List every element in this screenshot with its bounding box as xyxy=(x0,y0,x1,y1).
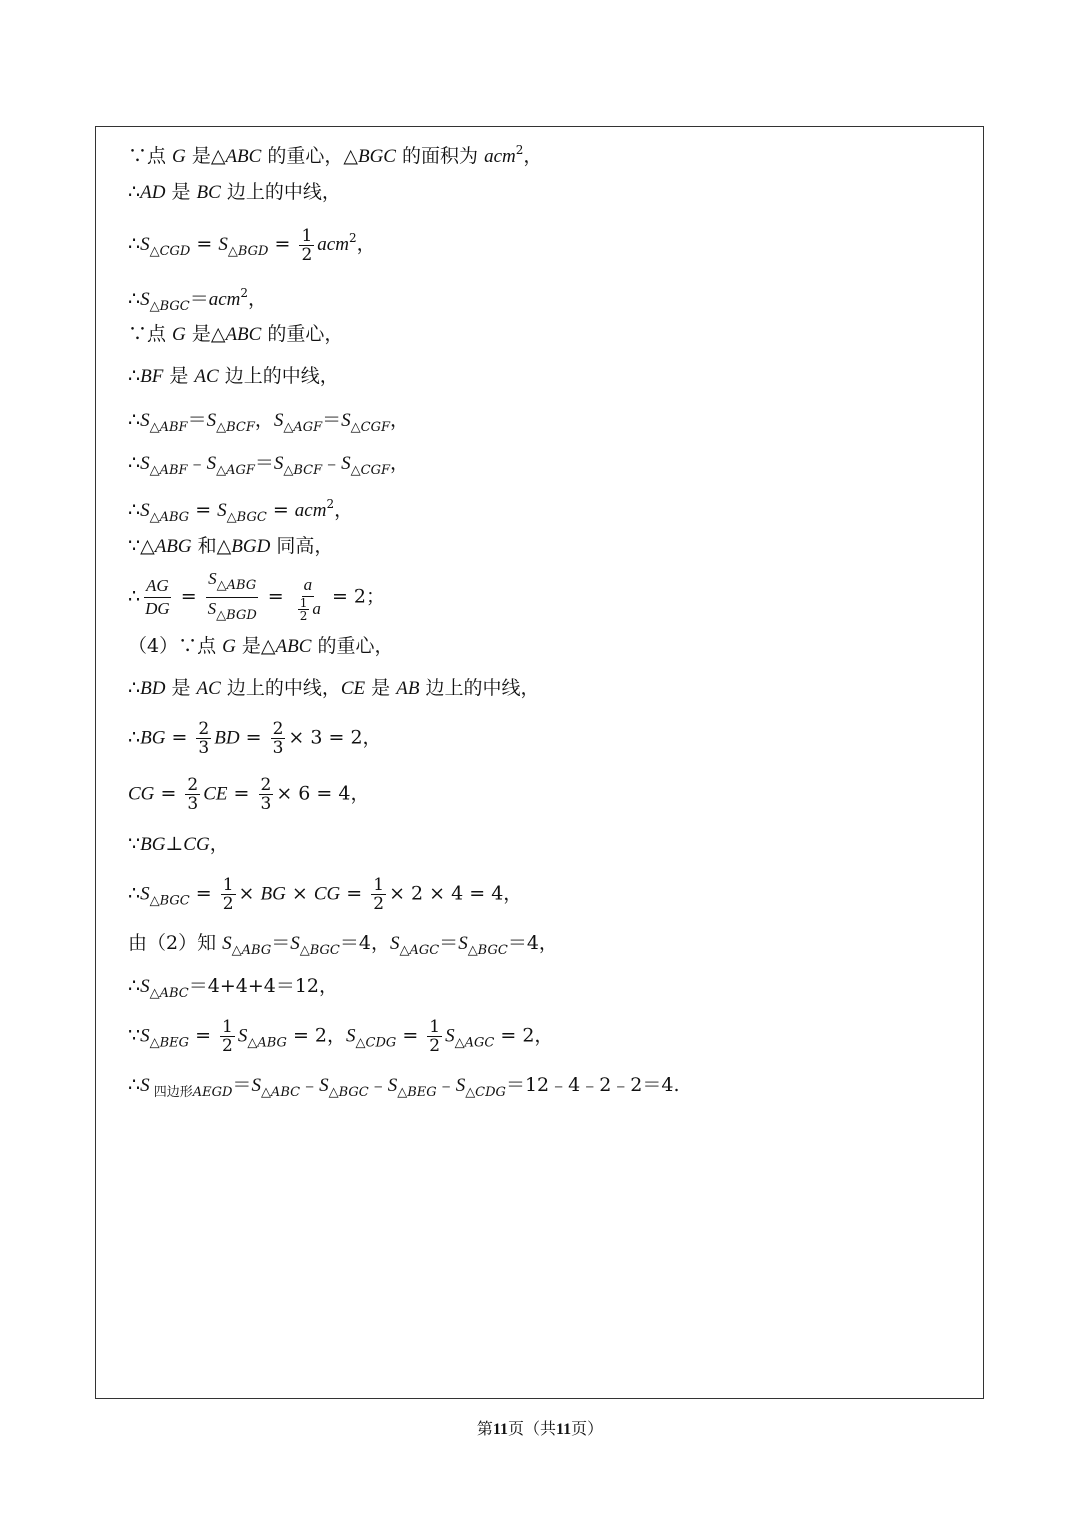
solution-line-18: 由（2）知 $S_{\triangle ABG}=S_{\triangle BGC}=4$，$S_{\triangle AGC}=S_{\triangle BGC}=4$， xyxy=(128,932,558,958)
solution-line-2: ∴AD 是 BC 边上的中线， xyxy=(128,181,341,203)
solution-line-3: $\therefore S_{\triangle CGD} = S_{\triangle BGD}$ = $\frac{1}{2}$ acm$^2$， xyxy=(128,225,376,265)
solution-line-1: ∵点 G 是△ABC 的重心，△BGC 的面积为 acm$^2$， xyxy=(128,143,543,167)
fraction-half: $\frac{1}{2}$ xyxy=(429,1017,441,1056)
solution-line-13: ∴BD 是 AC 边上的中线，CE 是 AB 边上的中线， xyxy=(128,677,540,699)
solution-line-11: ∴ $\frac{AG}{DG}$ = $\frac{S_{\triangle ABG}}{S_{\triangle BGD}}$ = a $\frac{1}{2}$ a = 2； xyxy=(128,568,385,627)
solution-line-16: ∵BG⊥CG， xyxy=(128,833,229,855)
fraction-half: $\frac{1}{2}$ xyxy=(301,225,313,265)
footer-suffix: 页） xyxy=(571,1419,604,1438)
footer-middle: 页（共 xyxy=(507,1419,556,1438)
solution-line-20: $\because S_{\triangle BEG}$ = $\frac{1}{2}$ $S_{\triangle ABG} = 2$，$S_{\triangle CDG}$ = $\frac{1}{2}$ $S_{\triangle AGC} = 2$， xyxy=(128,1017,554,1056)
fraction-half: $\frac{1}{2}$ xyxy=(373,875,385,914)
solution-line-5: ∵点 G 是△ABC 的重心， xyxy=(128,323,344,345)
fraction-half: $\frac{1}{2}$ xyxy=(222,1017,233,1056)
solution-line-7: $\therefore S_{\triangle ABF}=S_{\triangle BCF}$，$S_{\triangle AGF}=S_{\triangle CGF}$， xyxy=(128,409,410,435)
solution-line-14: ∴BG = $\frac{2}{3}$ BD = $\frac{2}{3}$ × 3 = 2， xyxy=(128,719,382,758)
solution-line-6: ∴BF 是 AC 边上的中线， xyxy=(128,365,339,387)
fraction-two-thirds: $\frac{2}{3}$ xyxy=(260,775,272,814)
solution-line-19: $\therefore S_{\triangle ABC}=4+4+4=12$， xyxy=(128,975,339,1001)
solution-line-17: $\therefore S_{\triangle BGC}$ = $\frac{1}{2}$ × BG × CG = $\frac{1}{2}$ × 2 × 4 = 4， xyxy=(128,875,523,914)
page-footer xyxy=(0,1416,1080,1439)
solution-line-10: ∵△ABG 和△BGD 同高， xyxy=(128,535,334,557)
fraction-area-ratio: $\frac{S_{\triangle ABG}}{S_{\triangle BGD}}$ xyxy=(207,569,257,623)
fraction-ag-dg: $\frac{AG}{DG}$ xyxy=(145,576,170,618)
solution-line-8: $\therefore S_{\triangle ABF}﹣S_{\triangle AGF}=S_{\triangle BCF}﹣S_{\triangle CGF}$， xyxy=(128,452,410,478)
fraction-half: $\frac{1}{2}$ xyxy=(222,875,234,914)
solution-line-9: $\therefore S_{\triangle ABG} = S_{\triangle BGC} = acm^2$， xyxy=(128,497,354,525)
fraction-two-thirds: $\frac{2}{3}$ xyxy=(198,719,210,758)
fraction-two-thirds: $\frac{2}{3}$ xyxy=(187,775,199,814)
solution-line-15: CG = $\frac{2}{3}$ CE = $\frac{2}{3}$ × 6 = 4， xyxy=(128,775,370,814)
total-pages: 11 xyxy=(556,1421,572,1438)
solution-line-12: （4）∵点 G 是△ABC 的重心， xyxy=(128,635,394,657)
solution-line-21: ∴S $_{四边形AEGD}=S_{\triangle ABC}﹣S_{\triangle BGC}﹣S_{\triangle BEG}﹣S_{\triangle CDG}=12﹣4﹣2﹣2=4$. xyxy=(128,1074,680,1100)
page-number: 11 xyxy=(492,1421,508,1438)
solution-line-4: $\therefore S_{\triangle BGC}=acm^2$， xyxy=(128,286,268,314)
footer-prefix: 第 xyxy=(476,1419,493,1438)
fraction-a-half-a: a $\frac{1}{2}$ a xyxy=(299,574,321,623)
fraction-two-thirds: $\frac{2}{3}$ xyxy=(272,719,284,758)
